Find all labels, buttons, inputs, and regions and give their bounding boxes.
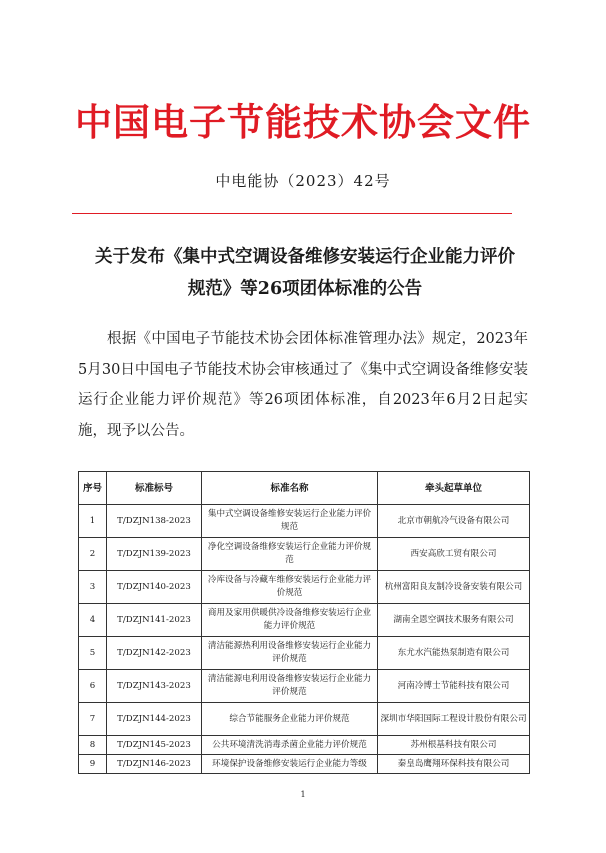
page-number: 1 [300,790,306,799]
cell-code: T/DZJN145-2023 [107,736,202,755]
table-row [79,637,530,670]
cell-name: 清洁能源热利用设备维修安装运行企业能力评价规范 [202,637,378,670]
cell-code: T/DZJN141-2023 [107,604,202,637]
cell-name: 冷库设备与冷藏车维修安装运行企业能力评价规范 [202,571,378,604]
cell-no: 7 [79,703,107,736]
cell-name: 净化空调设备维修安装运行企业能力评价规范 [202,538,378,571]
title-line-1: 关于发布《集中式空调设备维修安装运行企业能力评价 [95,247,515,267]
table-row [79,755,530,774]
cell-no: 6 [79,670,107,703]
cell-org: 杭州富阳良友制冷设备安装有限公司 [378,571,530,604]
cell-no: 2 [79,538,107,571]
cell-name: 集中式空调设备维修安装运行企业能力评价规范 [202,505,378,538]
document-title [60,241,550,305]
table-row [79,538,530,571]
cell-org: 东尤水汽能热泵制造有限公司 [378,637,530,670]
cell-no: 5 [79,637,107,670]
cell-name: 综合节能服务企业能力评价规范 [202,703,378,736]
body-text: 根据《中国电子节能技术协会团体标准管理办法》规定，2023年5月30日中国电子节能技术协会审核通过了《集中式空调设备维修安装运行企业能力评价规范》等26项团体标准，自2023年6月2日起实施，现予以公告。 [78,331,528,439]
cell-code: T/DZJN143-2023 [107,670,202,703]
header-org: 牵头起草单位 [378,472,530,505]
document-number: 中电能协（2023）42号 [215,172,391,190]
table-row [79,703,530,736]
document-header: 中国电子节能技术协会文件 [75,101,531,144]
cell-org: 苏州根基科技有限公司 [378,736,530,755]
cell-code: T/DZJN144-2023 [107,703,202,736]
cell-no: 9 [79,755,107,774]
cell-name: 商用及家用供暖供冷设备维修安装运行企业能力评价规范 [202,604,378,637]
header-name: 标准名称 [202,472,378,505]
cell-org: 北京市朝航冷气设备有限公司 [378,505,530,538]
cell-no: 3 [79,571,107,604]
cell-name: 公共环境清洗消毒杀菌企业能力评价规范 [202,736,378,755]
table-row [79,670,530,703]
header-no: 序号 [79,472,107,505]
cell-code: T/DZJN140-2023 [107,571,202,604]
cell-no: 8 [79,736,107,755]
header-divider [72,213,512,214]
table-row [79,505,530,538]
header-code: 标准标号 [107,472,202,505]
table-header-row [79,472,530,505]
cell-code: T/DZJN142-2023 [107,637,202,670]
cell-org: 深圳市华阳国际工程设计股份有限公司 [378,703,530,736]
cell-code: T/DZJN138-2023 [107,505,202,538]
cell-org: 河南冷博士节能科技有限公司 [378,670,530,703]
cell-org: 湖南全恩空调技术服务有限公司 [378,604,530,637]
title-line-2: 规范》等26项团体标准的公告 [187,279,423,299]
cell-code: T/DZJN146-2023 [107,755,202,774]
table-row [79,604,530,637]
cell-no: 1 [79,505,107,538]
cell-no: 4 [79,604,107,637]
body-paragraph [78,324,528,446]
cell-name: 环境保护设备维修安装运行企业能力等级 [202,755,378,774]
cell-name: 清洁能源电利用设备维修安装运行企业能力评价规范 [202,670,378,703]
cell-code: T/DZJN139-2023 [107,538,202,571]
cell-org: 西安高欣工贸有限公司 [378,538,530,571]
cell-org: 秦皇岛鹰翔环保科技有限公司 [378,755,530,774]
standards-table [78,471,530,774]
table-row [79,571,530,604]
table-row [79,736,530,755]
